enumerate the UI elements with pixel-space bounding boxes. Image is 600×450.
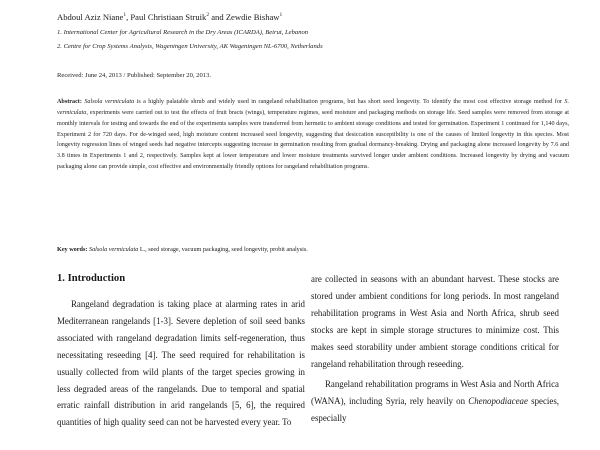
- author-line: Abdoul Aziz Niane$^1$, Paul Christiaan Struik$^2$ and Zewdie Bishaw$^1$: [57, 12, 283, 22]
- affiliation-marker: 1: [279, 12, 283, 19]
- species-name: Chenopodiaceae: [468, 396, 528, 407]
- author-name: Paul Christiaan Struik: [130, 12, 207, 22]
- author-name: Abdoul Aziz Niane: [57, 12, 124, 22]
- keywords: [57, 246, 569, 253]
- body-paragraph: Rangeland degradation is taking place at alarming rates in arid Mediterranean rangelands [1-3]. Severe depletion of soil seed banks associated with rangeland degradation limits self-regeneration, thus necessitating reseeding [4]. The seed required for rehabilitation is usually collected from wild plants of the target species growing in less degraded areas of the rangelands. Due to temporal and spatial erratic rainfall distribution in arid rangelands [5, 6], the required quantities of high quality seed can not be harvested every year. To: [57, 299, 305, 428]
- affiliation: 1. International Center for Agricultural Research in the Dry Areas (ICARDA), Beirut, Lebanon: [57, 29, 309, 36]
- body-column-right: [311, 271, 559, 427]
- author-conjunction: and: [211, 12, 224, 22]
- affiliation-marker: 1: [123, 12, 127, 19]
- affiliation: 2. Centre for Crop Systems Analysis, Wageningen University, AK Wageningen NL-6700, Netherlands: [57, 43, 323, 50]
- paragraph-text: species, especially: [311, 396, 559, 424]
- paragraph-text: Rangeland rehabilitation programs in West Asia and North Africa (WANA), including Syria, rely heavily on: [311, 379, 559, 407]
- body-column-left: [57, 270, 305, 431]
- author-name: Zewdie Bishaw: [225, 12, 280, 22]
- abstract-text: , experiments were carried out to test the effects of fruit bracts (wings), temperature regimes, seed moisture and packaging methods on storage life. Seed samples were removed from storage at monthly intervals for testing and towards the end of the experiments samples were transferred from hermetic to ambient storage conditions and tested for germination. Experiment 1 continued for 1,140 days, Experiment 2 for 720 days. For de-winged seed, high moisture content increased seed longevity, suggesting that desiccation susceptibility is one of the causes of limited longevity in this species. Most longevity regression lines of winged seeds had negative intercepts suggesting increase in germination resulting from gradual dormancy-breaking. Drying and packaging alone increased longevity by 7.6 and 3.8 times in Experiments 1 and 2, respectively. Samples kept at lower temperature and lower moisture treatments survived longer under ambient conditions. Increased longevity by drying and vacuum packaging alone can provide simple, cost effective and environmentally friendly options for rangeland rehabilitation programs.: [57, 109, 569, 171]
- species-name: S. vermiculata: [57, 99, 569, 116]
- body-paragraph: [311, 376, 559, 427]
- affiliation-marker: 2: [206, 12, 210, 19]
- keywords-text: L., seed storage, vacuum packaging, seed longevity, probit analysis.: [138, 246, 308, 253]
- keywords-label: Key words:: [57, 246, 88, 253]
- body-paragraph: are collected in seasons with an abundant harvest. These stocks are stored under ambient conditions for long periods. In most rangeland rehabilitation programs in West Asia and North Africa, shrub seed stocks are kept in simple storage structures to minimize cost. This makes seed storability under ambient storage conditions critical for rangeland rehabilitation through reseeding.: [311, 274, 559, 369]
- publication-dates: Received: June 24, 2013 / Published: September 20, 2013.: [57, 72, 212, 79]
- species-name: Salsola vermiculata: [84, 99, 135, 105]
- abstract-label: Abstract:: [57, 99, 82, 105]
- species-name: Salsola vermiculata: [88, 246, 139, 253]
- abstract-text: is a highly palatable shrub and widely used in rangeland rehabilitation programs, but has short seed longevity. To identify the most cost effective storage method for: [134, 99, 565, 105]
- section-heading: 1. Introduction: [57, 273, 126, 284]
- abstract: [57, 97, 569, 173]
